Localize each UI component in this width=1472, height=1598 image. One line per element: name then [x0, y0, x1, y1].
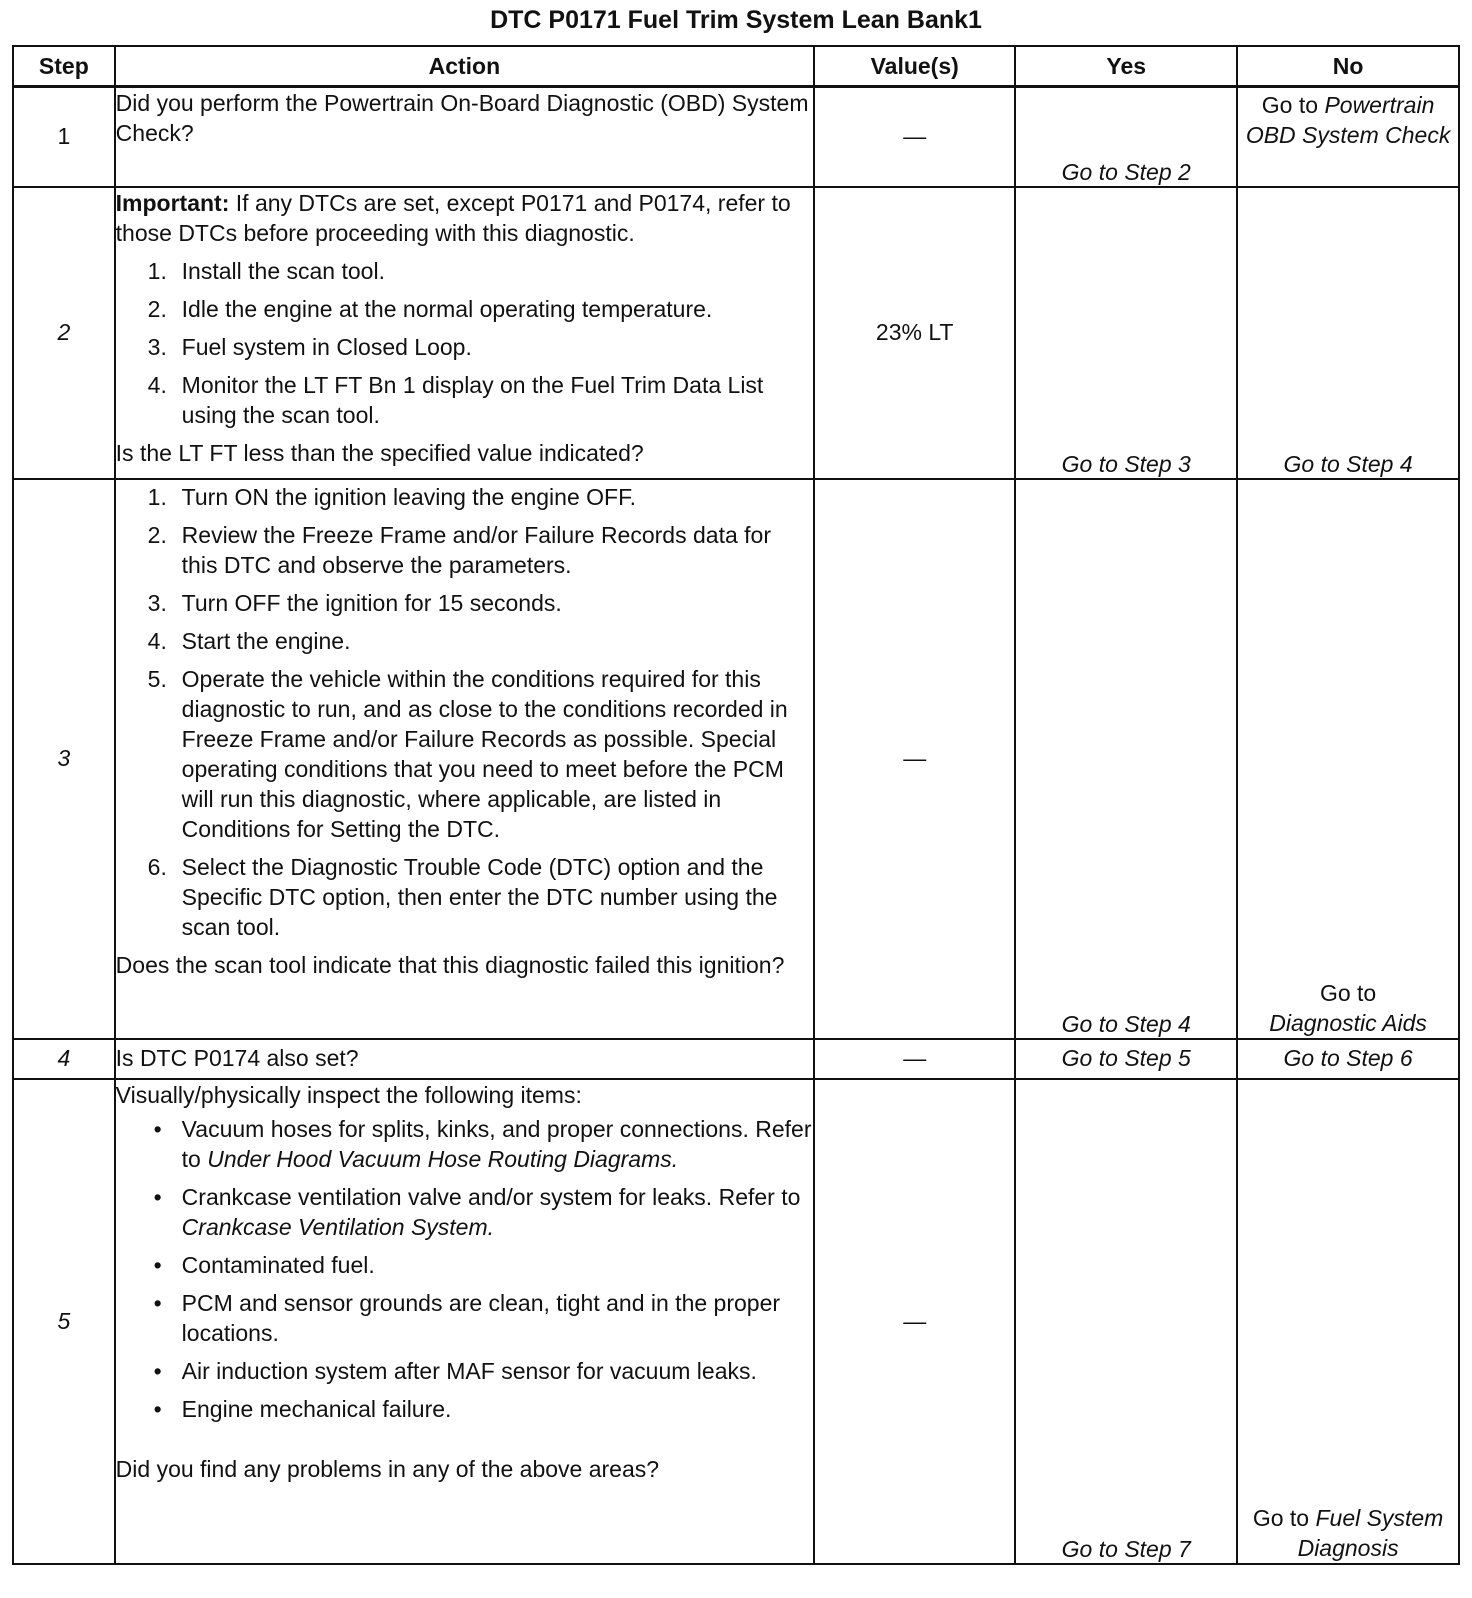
list-item: • Engine mechanical failure.	[153, 1395, 452, 1422]
step-number: 4	[13, 1039, 115, 1079]
no-ref[interactable]: Powertrain OBD System Check	[1245, 92, 1451, 148]
header-values: Value(s)	[814, 46, 1015, 87]
inspection-list	[116, 1114, 813, 1424]
yes-ref[interactable]: Go to Step 3	[1061, 450, 1191, 477]
yes-link[interactable]	[1015, 479, 1237, 1039]
yes-link[interactable]	[1015, 87, 1237, 187]
step-value: —	[814, 479, 1015, 1039]
important-text: If any DTCs are set, except P0171 and P0174, refer to those DTCs before proceeding with this diagnostic.	[115, 189, 791, 246]
doc-ref[interactable]: Under Hood Vacuum Hose Routing Diagrams.	[207, 1145, 679, 1172]
list-item: 4. Start the engine.	[147, 627, 351, 654]
list-item: 2. Idle the engine at the normal operating temperature.	[147, 295, 713, 322]
no-ref[interactable]: Diagnostic Aids	[1269, 1009, 1427, 1036]
step-number: 5	[13, 1079, 115, 1564]
yes-ref[interactable]: Go to Step 7	[1061, 1535, 1191, 1562]
intro-text: Visually/physically inspect the following items:	[115, 1081, 582, 1108]
step-action	[115, 187, 814, 479]
step-number: 1	[13, 87, 115, 187]
question-text: Is the LT FT less than the specified value indicated?	[115, 439, 644, 466]
yes-link[interactable]	[1015, 1079, 1237, 1564]
step-value: 23% LT	[814, 187, 1015, 479]
list-item: 5. Operate the vehicle within the conditions required for this diagnostic to run, and as close to the conditions recorded in Freeze Frame and/or Failure Records as possible. Special operating conditions that you need to meet before the PCM will run this diagnostic, where applicable, are listed in Conditions for Setting the DTC.	[147, 665, 788, 842]
no-link[interactable]	[1237, 187, 1459, 479]
step-action	[115, 1039, 814, 1079]
yes-link[interactable]	[1015, 1039, 1237, 1079]
table-row	[13, 1079, 1459, 1564]
list-item: 6. Select the Diagnostic Trouble Code (DTC) option and the Specific DTC option, then enter the DTC number using the scan tool.	[147, 853, 778, 940]
no-ref[interactable]: Go to Step 6	[1283, 1045, 1413, 1071]
question-text: Does the scan tool indicate that this diagnostic failed this ignition?	[115, 951, 785, 978]
important-label: Important:	[115, 189, 230, 216]
table-row	[13, 1039, 1459, 1079]
yes-link[interactable]	[1015, 187, 1237, 479]
procedure-list	[116, 256, 813, 430]
list-item: 3. Fuel system in Closed Loop.	[147, 333, 472, 360]
action-text: Is DTC P0174 also set?	[115, 1044, 359, 1071]
list-item: 4. Monitor the LT FT Bn 1 display on the Fuel Trim Data List using the scan tool.	[147, 371, 764, 428]
table-header-row	[13, 46, 1459, 87]
table-row	[13, 87, 1459, 187]
list-item: • Air induction system after MAF sensor for vacuum leaks.	[153, 1357, 757, 1384]
step-value: —	[814, 1079, 1015, 1564]
list-item: • PCM and sensor grounds are clean, tight and in the proper locations.	[153, 1289, 781, 1346]
table-row	[13, 187, 1459, 479]
step-action	[115, 479, 814, 1039]
step-value: —	[814, 87, 1015, 187]
list-item: 3. Turn OFF the ignition for 15 seconds.	[147, 589, 562, 616]
header-yes: Yes	[1015, 46, 1237, 87]
diagnostic-table	[12, 45, 1460, 1565]
important-note	[116, 188, 813, 248]
action-text: Did you perform the Powertrain On-Board Diagnostic (OBD) System Check?	[115, 90, 809, 146]
no-link[interactable]	[1237, 87, 1459, 187]
no-link[interactable]	[1237, 1039, 1459, 1079]
list-item: • Vacuum hoses for splits, kinks, and proper connections. Refer to Under Hood Vacuum Hose Routing Diagrams.	[153, 1115, 812, 1172]
yes-ref[interactable]: Go to Step 2	[1061, 158, 1191, 185]
doc-ref[interactable]: Crankcase Ventilation System.	[181, 1213, 495, 1240]
page-title: DTC P0171 Fuel Trim System Lean Bank1	[490, 6, 982, 34]
no-ref[interactable]: Go to Step 4	[1283, 450, 1413, 477]
list-item: 1. Turn ON the ignition leaving the engine OFF.	[147, 483, 636, 510]
list-item: 2. Review the Freeze Frame and/or Failure Records data for this DTC and observe the parameters.	[147, 521, 771, 578]
no-prefix: Go to	[1252, 1504, 1310, 1531]
step-number: 2	[13, 187, 115, 479]
list-item: 1. Install the scan tool.	[147, 257, 385, 284]
step-number: 3	[13, 479, 115, 1039]
question-text: Did you find any problems in any of the above areas?	[115, 1455, 660, 1482]
header-no: No	[1237, 46, 1459, 87]
list-item: • Contaminated fuel.	[153, 1251, 375, 1278]
no-link[interactable]	[1237, 479, 1459, 1039]
step-action	[115, 1079, 814, 1564]
no-link[interactable]	[1237, 1079, 1459, 1564]
yes-ref[interactable]: Go to Step 5	[1061, 1045, 1191, 1071]
procedure-list	[116, 482, 813, 942]
no-ref[interactable]: Fuel System Diagnosis	[1297, 1504, 1444, 1561]
header-step: Step	[13, 46, 115, 87]
header-action: Action	[115, 46, 814, 87]
list-item: • Crankcase ventilation valve and/or system for leaks. Refer to Crankcase Ventilation System.	[153, 1183, 801, 1240]
step-value: —	[814, 1039, 1015, 1079]
step-action	[115, 87, 814, 187]
table-row	[13, 479, 1459, 1039]
yes-ref[interactable]: Go to Step 4	[1061, 1010, 1191, 1037]
no-prefix: Go to	[1319, 979, 1377, 1006]
no-prefix: Go to	[1261, 92, 1319, 118]
